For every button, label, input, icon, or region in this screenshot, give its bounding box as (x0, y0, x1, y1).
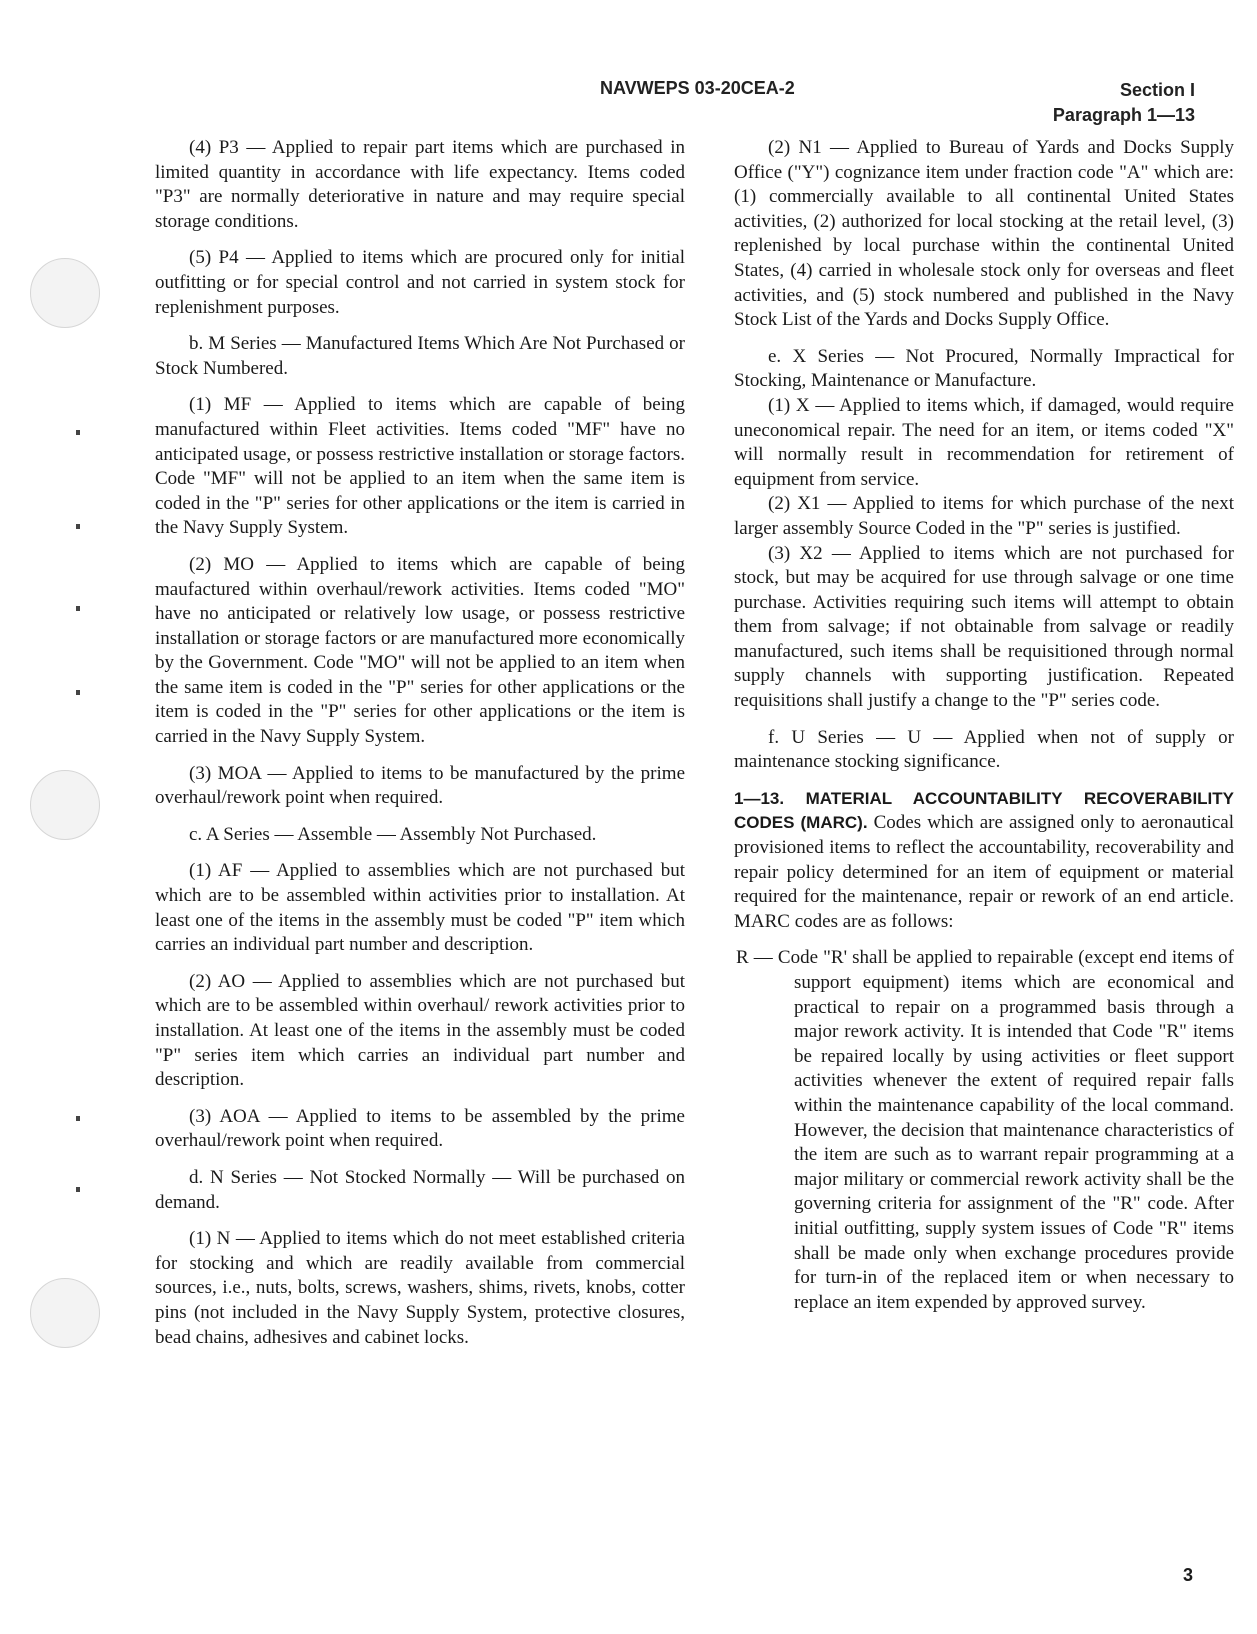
left-column (155, 136, 685, 1362)
paragraph-code-r: R — Code "R' shall be applied to repairable (except end items of support equipment) items which are economical and practical to repair on a programmed basis through a major rework activity. It is intended that Code "R" items be repaired locally by using activities or fleet support activities whenever the extent of required repair falls within the maintenance capability of the local command. However, the decision that maintenance characteristics of the item are such as to warrant repair programming at a major military or commercial rework activity shall be the governing criteria for assignment of the "R" code. After initial outfitting, supply system issues of Code "R" items shall be made only when exchange procedures provide for turn-in of the replaced item or when necessary to replace an item expended by approved survey. (736, 947, 1234, 1313)
paragraph-p3: (4) P3 — Applied to repair part items which are purchased in limited quantity in accordance with life expectancy. Items coded "P3" are normally deteriorative in nature and may require special storage conditions. (155, 137, 685, 232)
scan-mark (76, 606, 80, 611)
heading-n-series: d. N Series — Not Stocked Normally — Will be purchased on demand. (155, 1166, 685, 1213)
marc-text: Codes which are assigned only to aeronautical provisioned items to reflect the accountability, recoverability and repair policy determined for an item of equipment or material required for the maintenance, repair or rework of an end article. MARC codes are as follows: (734, 812, 1234, 932)
paragraph-n1: (2) N1 — Applied to Bureau of Yards and Docks Supply Office ("Y") cognizance item under fraction code "A" which are: (1) commercially available to all continental United States activities, (2) authorized for local stocking at the retail level, (3) replenished by local purchase within the continental United States, (4) carried in wholesale stock only for overseas and fleet activities, and (5) stock numbered and published in the Navy Stock List of the Yards and Docks Supply Office. (734, 137, 1234, 331)
paragraph-mo: (2) MO — Applied to items which are capable of being maufactured within overhaul/rework activities. Items coded "MO" have no anticipated or relatively low usage, or possess restrictive installation or storage factors or are manufactured more economically by the Government. Code "MO" will not be applied to an item when the same item is coded in the "P" series for other applications or the item is coded in the "P" series for other applications or the item is carried in the Navy Supply System. (155, 553, 685, 748)
paragraph-moa: (3) MOA — Applied to items to be manufactured by the prime overhaul/rework point when required. (155, 762, 685, 809)
heading-x-series: e. X Series — Not Procured, Normally Impractical for Stocking, Maintenance or Manufacture. (734, 345, 1234, 392)
heading-m-series: b. M Series — Manufactured Items Which Are Not Purchased or Stock Numbered. (155, 333, 685, 379)
paragraph-aoa: (3) AOA — Applied to items to be assembled by the prime overhaul/rework point when required. (155, 1105, 685, 1152)
section-label: Section I (1119, 80, 1195, 100)
paragraph-marc (734, 787, 1234, 935)
scan-mark (76, 690, 80, 695)
document-id: NAVWEPS 03-20CEA-2 (600, 78, 795, 98)
paragraph-mf: (1) MF — Applied to items which are capable of being manufactured within Fleet activities. Items coded "MF" have no anticipated usage, or possess restrictive installation or storage factors. Code "MF" will not be applied to an item when the same item is coded in the "P" series for other applications or the item is carried in the Navy Supply System. (155, 394, 685, 539)
right-column (734, 136, 1234, 1327)
binder-hole-middle (30, 770, 100, 840)
paragraph-x1: (2) X1 — Applied to items for which purchase of the next larger assembly Source Coded in the "P" series is justified. (734, 493, 1234, 539)
section-header (1053, 78, 1195, 128)
scan-mark (76, 1187, 80, 1192)
marc-heading: 1—13. MATERIAL ACCOUNTABILITY RECOVERABILITY CODES (MARC). (734, 788, 1234, 833)
heading-a-series: c. A Series — Assemble — Assembly Not Purchased. (189, 823, 597, 845)
paragraph-x: (1) X — Applied to items which, if damaged, would require uneconomical repair. The need for an item, or items coded "X" will normally result in recommendation for retirement of equipment from service. (734, 394, 1234, 490)
paragraph-u-series: f. U Series — U — Applied when not of supply or maintenance stocking significance. (734, 726, 1234, 773)
paragraph-n: (1) N — Applied to items which do not meet established criteria for stocking and which are readily available from commercial sources, i.e., nuts, bolts, screws, washers, shims, rivets, knobs, cotter pins (not included in the Navy Supply System, protective closures, bead chains, adhesives and cabinet locks. (155, 1228, 685, 1348)
scan-mark (76, 1116, 80, 1121)
binder-hole-top (30, 258, 100, 328)
paragraph-x2: (3) X2 — Applied to items which are not purchased for stock, but may be acquired for use through salvage or one time purchase. Activities requiring such items will attempt to obtain them from salvage; if not obtainable from salvage or readily manufactured, such items shall be requisitioned through normal supply channels with supporting justification. Repeated requisitions shall justify a change to the "P" series code. (734, 542, 1234, 712)
paragraph-label: Paragraph 1—13 (1052, 105, 1195, 125)
paragraph-ao: (2) AO — Applied to assemblies which are not purchased but which are to be assembled within overhaul/ rework activities prior to installation. At least one of the items in the assembly must be coded "P" series item which carries an individual part number and description. (155, 970, 685, 1091)
paragraph-p4: (5) P4 — Applied to items which are procured only for initial outfitting or for special control and not carried in system stock for replenishment purposes. (155, 247, 685, 318)
scan-mark (76, 430, 80, 435)
page-number: 3 (1182, 1565, 1193, 1585)
paragraph-af: (1) AF — Applied to assemblies which are not purchased but which are to be assembled within activities prior to installation. At least one of the items in the assembly must be coded "P" item which carries an individual part number and description. (155, 860, 685, 956)
scan-mark (76, 524, 80, 529)
binder-hole-bottom (30, 1278, 100, 1348)
